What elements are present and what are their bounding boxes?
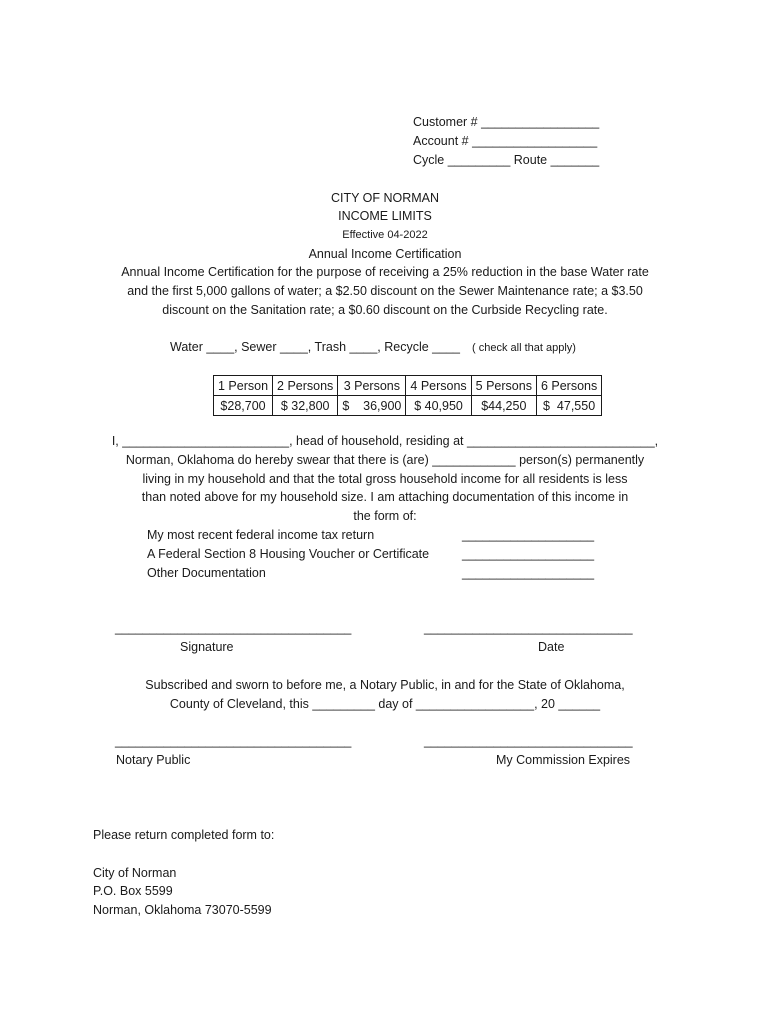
oath-line[interactable]: Norman, Oklahoma do hereby swear that there is (are) ____________ person(s) permanently [125, 452, 645, 467]
date-line[interactable]: ______________________________ [424, 621, 633, 635]
table-cell: 1 Person [214, 376, 273, 396]
services-note: ( check all that apply) [472, 342, 576, 354]
signature-line[interactable]: __________________________________ [115, 621, 352, 635]
return-address-name: City of Norman [93, 866, 177, 880]
return-instruction: Please return completed form to: [93, 828, 275, 842]
table-cell: 5 Persons [471, 376, 536, 396]
table-cell: $ 32,800 [273, 396, 338, 416]
effective-date: Effective 04-2022 [342, 229, 428, 241]
commission-expires-label: My Commission Expires [496, 753, 631, 767]
table-cell: 4 Persons [406, 376, 471, 396]
income-limits-table [213, 375, 602, 416]
customer-number-field[interactable]: Customer # _________________ [413, 115, 600, 129]
notary-label: Notary Public [116, 753, 191, 767]
table-cell: $28,700 [214, 396, 273, 416]
oath-line: the form of: [353, 509, 417, 524]
oath-paragraph[interactable] [0, 432, 770, 526]
table-cell: $ 40,950 [406, 396, 471, 416]
purpose-line: discount on the Sanitation rate; a $0.60 discount on the Curbside Recycling rate. [162, 302, 608, 317]
oath-line[interactable]: I, ________________________, head of household, residing at ___________________________, [111, 434, 659, 448]
signature-label: Signature [180, 640, 234, 654]
income-limit-row [214, 396, 602, 416]
notary-statement-line[interactable]: County of Cleveland, this _________ day of _________________, 20 ______ [169, 697, 601, 711]
doc-option-blank[interactable]: ___________________ [462, 566, 595, 580]
purpose-paragraph [0, 263, 770, 319]
oath-line: than noted above for my household size. I am attaching documentation of this income in [141, 490, 629, 505]
doc-option-label: A Federal Section 8 Housing Voucher or Certificate [147, 547, 430, 561]
table-cell: 3 Persons [338, 376, 406, 396]
table-cell: 2 Persons [273, 376, 338, 396]
oath-line: living in my household and that the total gross household income for all residents is less [142, 471, 628, 486]
notary-statement-line: Subscribed and sworn to before me, a Notary Public, in and for the State of Oklahoma, [145, 678, 625, 692]
purpose-line: and the first 5,000 gallons of water; a $2.50 discount on the Sewer Maintenance rate; a $3.50 [127, 283, 643, 298]
table-cell: $44,250 [471, 396, 536, 416]
certification-title: Annual Income Certification [308, 247, 462, 261]
commission-expires-line[interactable]: ______________________________ [424, 734, 633, 748]
notary-signature-line[interactable]: __________________________________ [115, 734, 352, 748]
table-cell: $ 36,900 [338, 396, 406, 416]
return-address-city: Norman, Oklahoma 73070-5599 [93, 903, 272, 917]
table-cell: $ 47,550 [536, 396, 601, 416]
date-label: Date [538, 640, 565, 654]
doc-option-label: Other Documentation [147, 566, 266, 580]
purpose-line: Annual Income Certification for the purpose of receiving a 25% reduction in the base Water rate [121, 265, 649, 279]
cycle-route-field[interactable]: Cycle _________ Route _______ [413, 153, 600, 167]
doc-option-blank[interactable]: ___________________ [462, 547, 595, 561]
household-size-row [214, 376, 602, 396]
doc-option-label: My most recent federal income tax return [147, 528, 375, 542]
return-address-po-box: P.O. Box 5599 [93, 884, 173, 898]
services-checklist[interactable]: Water ____, Sewer ____, Trash ____, Recycle ____ [170, 340, 460, 354]
table-cell: 6 Persons [536, 376, 601, 396]
city-title: CITY OF NORMAN [330, 191, 440, 205]
account-number-field[interactable]: Account # __________________ [413, 134, 598, 148]
income-limits-title: INCOME LIMITS [338, 209, 432, 223]
doc-option-blank[interactable]: ___________________ [462, 528, 595, 542]
